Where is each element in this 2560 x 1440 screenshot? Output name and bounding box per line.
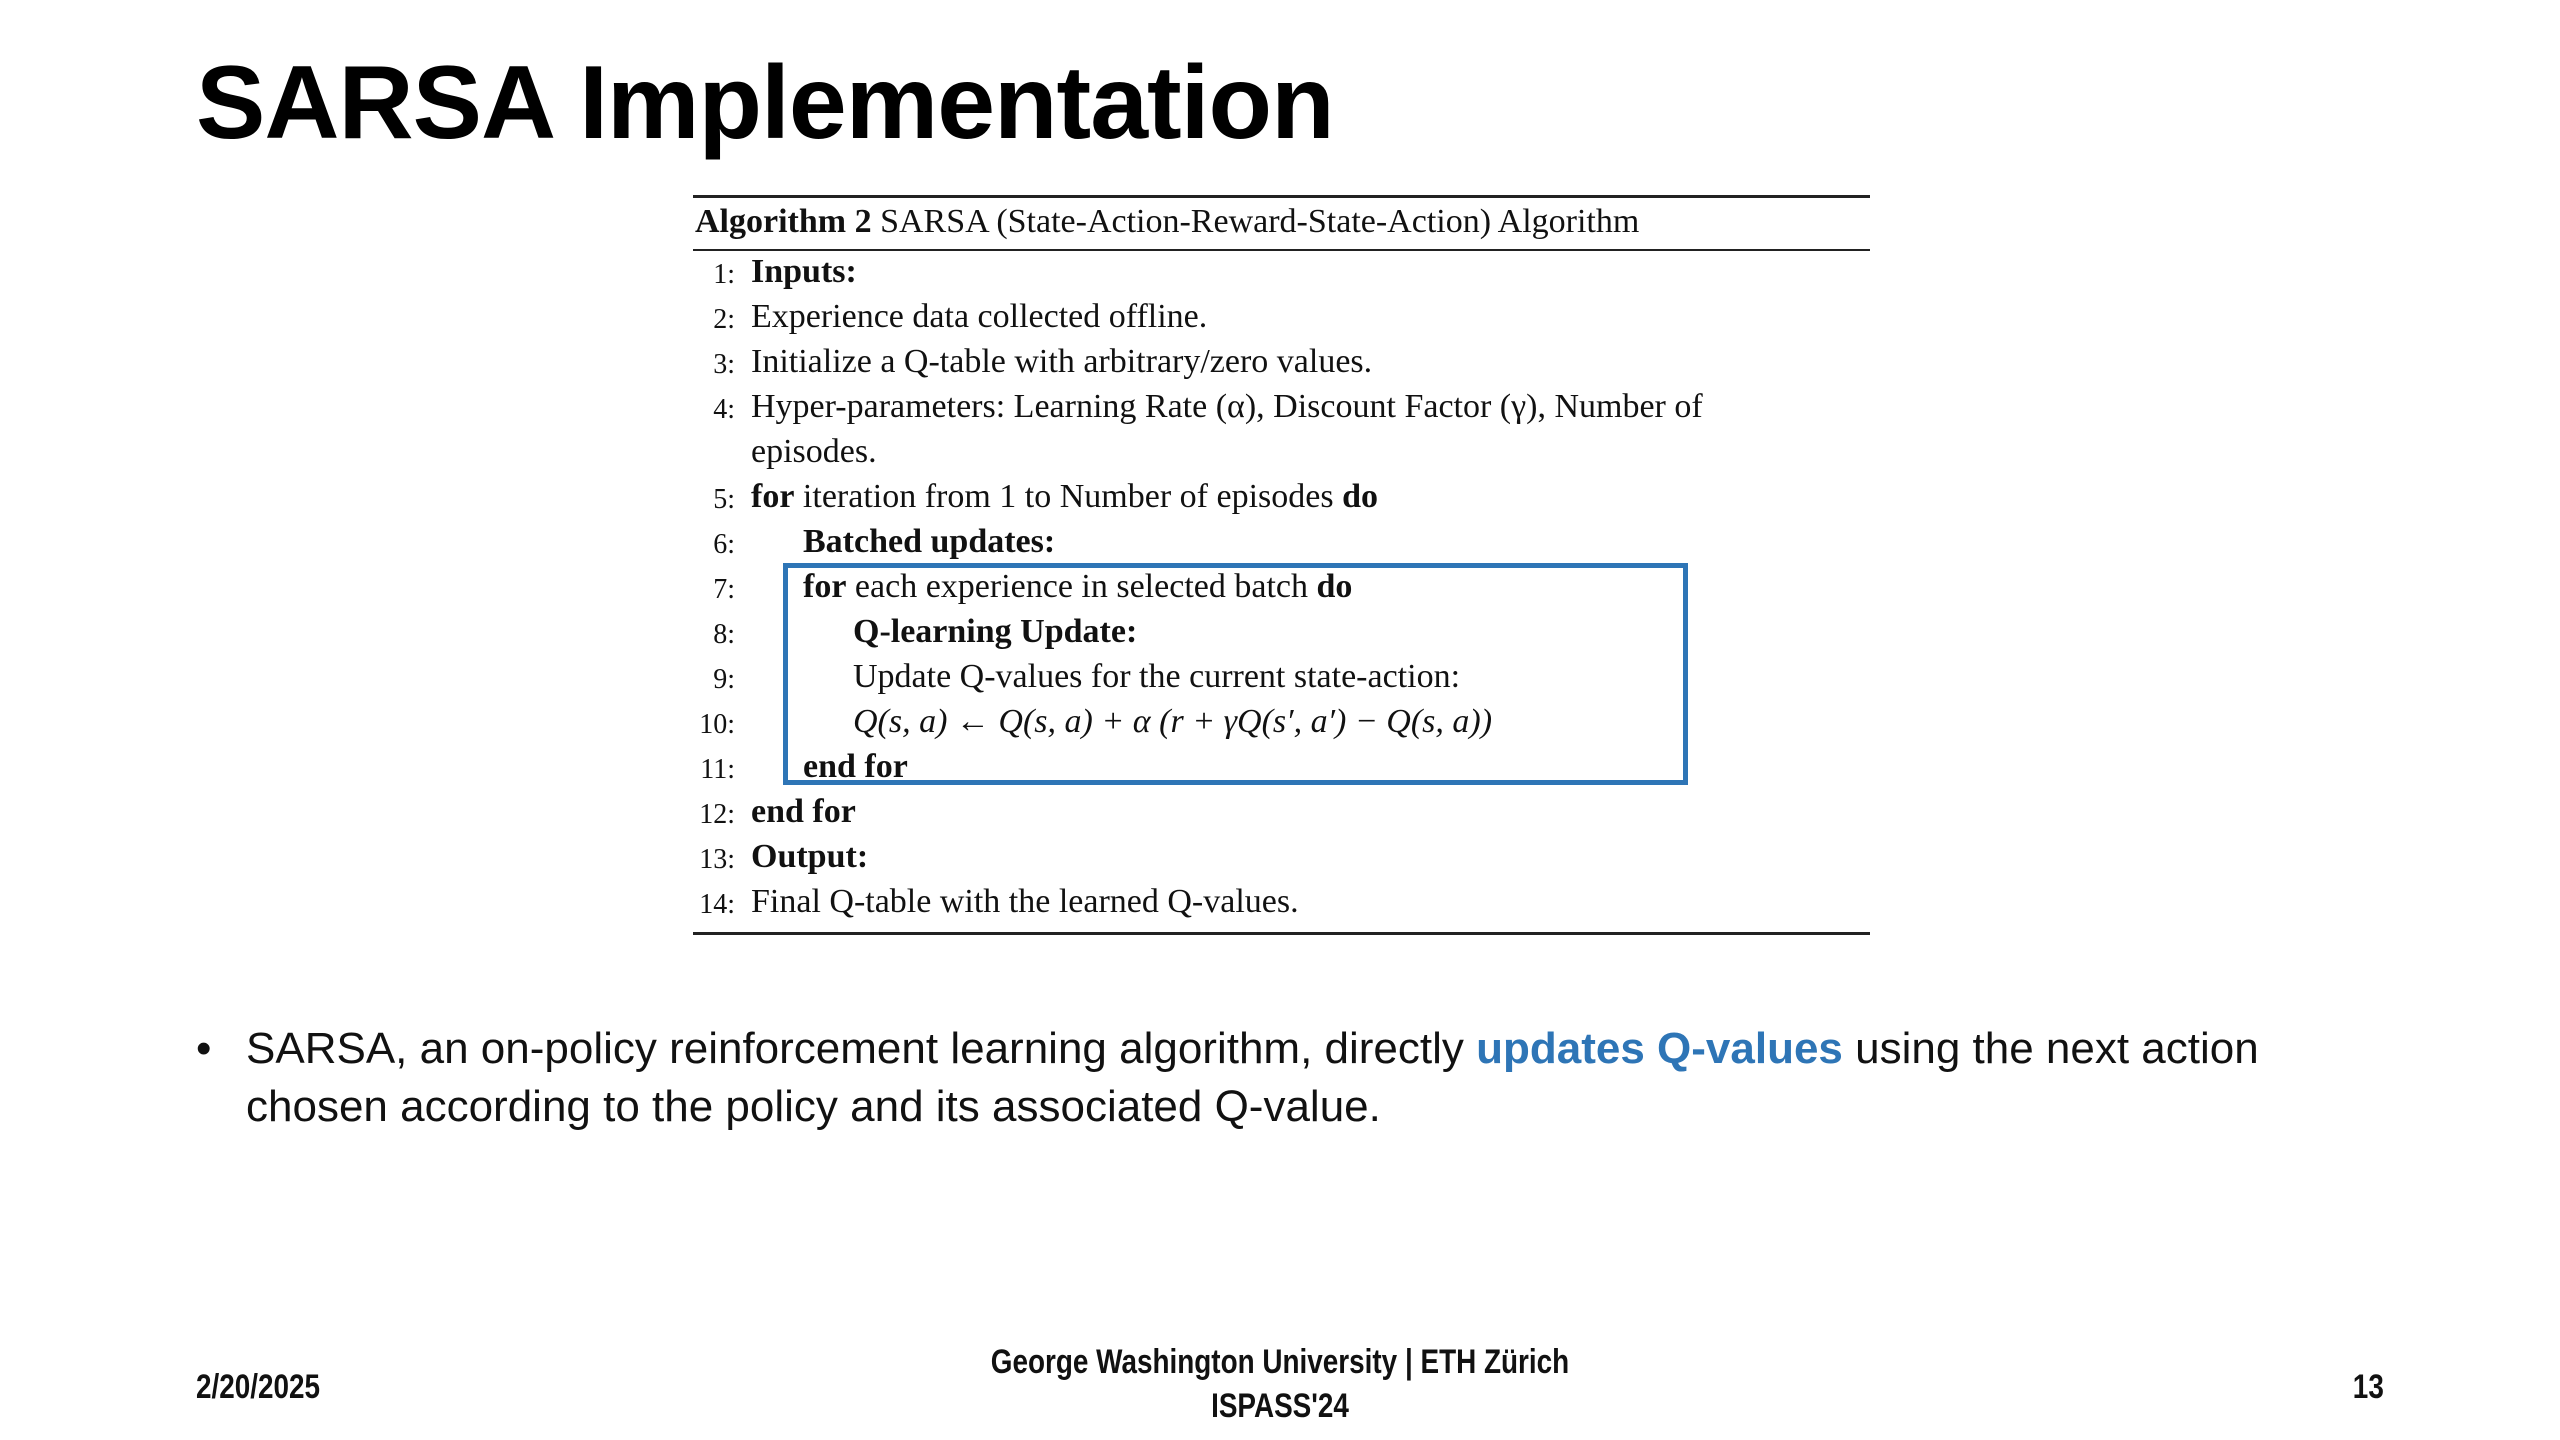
line-text: Hyper-parameters: Learning Rate (α), Discount Factor (γ), Number of [751,388,1703,425]
line-number: 3: [713,349,735,380]
line-text: Batched updates: [803,523,1056,560]
footer-page-number: 13 [2352,1368,2384,1406]
line-number: 9: [713,664,735,695]
line-text: Q-learning Update: [853,613,1138,650]
line-text: Initialize a Q-table with arbitrary/zero values. [751,343,1373,380]
line-text: Update Q-values for the current state-action: [853,658,1461,695]
line-number: 6: [713,529,735,560]
footer-date: 2/20/2025 [196,1368,321,1406]
line-text: iteration from 1 to Number of episodes [794,478,1343,515]
bullet-highlight: updates Q-values [1476,1024,1843,1073]
bullet-text-after: using the next action chosen according to the policy and its associated Q-value. [246,1024,2259,1131]
footer-center [870,1340,1690,1428]
line-number: 11: [700,754,735,785]
algorithm-bottom-rule [693,932,1870,935]
line-number: 14: [699,889,735,920]
bullet-text-before: SARSA, an on-policy reinforcement learning algorithm, directly [246,1024,1477,1073]
update-equation: Q(s, a) ← Q(s, a) + α (r + γQ(s′, a′) − Q(s, a)) [853,703,1493,740]
algorithm-top-rule [693,195,1870,198]
line-text: Output: [751,838,869,875]
algorithm-header [695,203,1639,241]
line-text: end for [803,748,908,785]
line-number: 1: [713,259,735,290]
line-number: 7: [713,574,735,605]
line-number: 4: [713,394,735,425]
line-text: Experience data collected offline. [751,298,1208,335]
line-text: episodes. [751,433,877,470]
algorithm-mid-rule [693,249,1870,251]
algorithm-label: Algorithm 2 [695,203,872,240]
slide-title: SARSA Implementation [196,45,1334,161]
line-number: 2: [713,304,735,335]
footer-affiliation: George Washington University | ETH Zürich [990,1343,1570,1381]
line-number: 8: [713,619,735,650]
line-number: 5: [713,484,735,515]
keyword-do: do [1316,568,1353,605]
line-number: 10: [699,709,735,740]
line-text: each experience in selected batch [846,568,1317,605]
keyword-for: for [803,568,847,605]
keyword-for: for [751,478,795,515]
line-number: 13: [699,844,735,875]
line-text: Final Q-table with the learned Q-values. [751,883,1299,920]
bullet-marker: • [196,1024,212,1073]
line-text: Inputs: [751,253,857,290]
bullet-text [246,1020,2396,1136]
line-number: 12: [699,799,735,830]
algorithm-title: SARSA (State-Action-Reward-State-Action) Algorithm [880,203,1640,240]
line-text: end for [751,793,856,830]
keyword-do: do [1342,478,1378,515]
footer-conference: ISPASS'24 [1211,1387,1349,1425]
